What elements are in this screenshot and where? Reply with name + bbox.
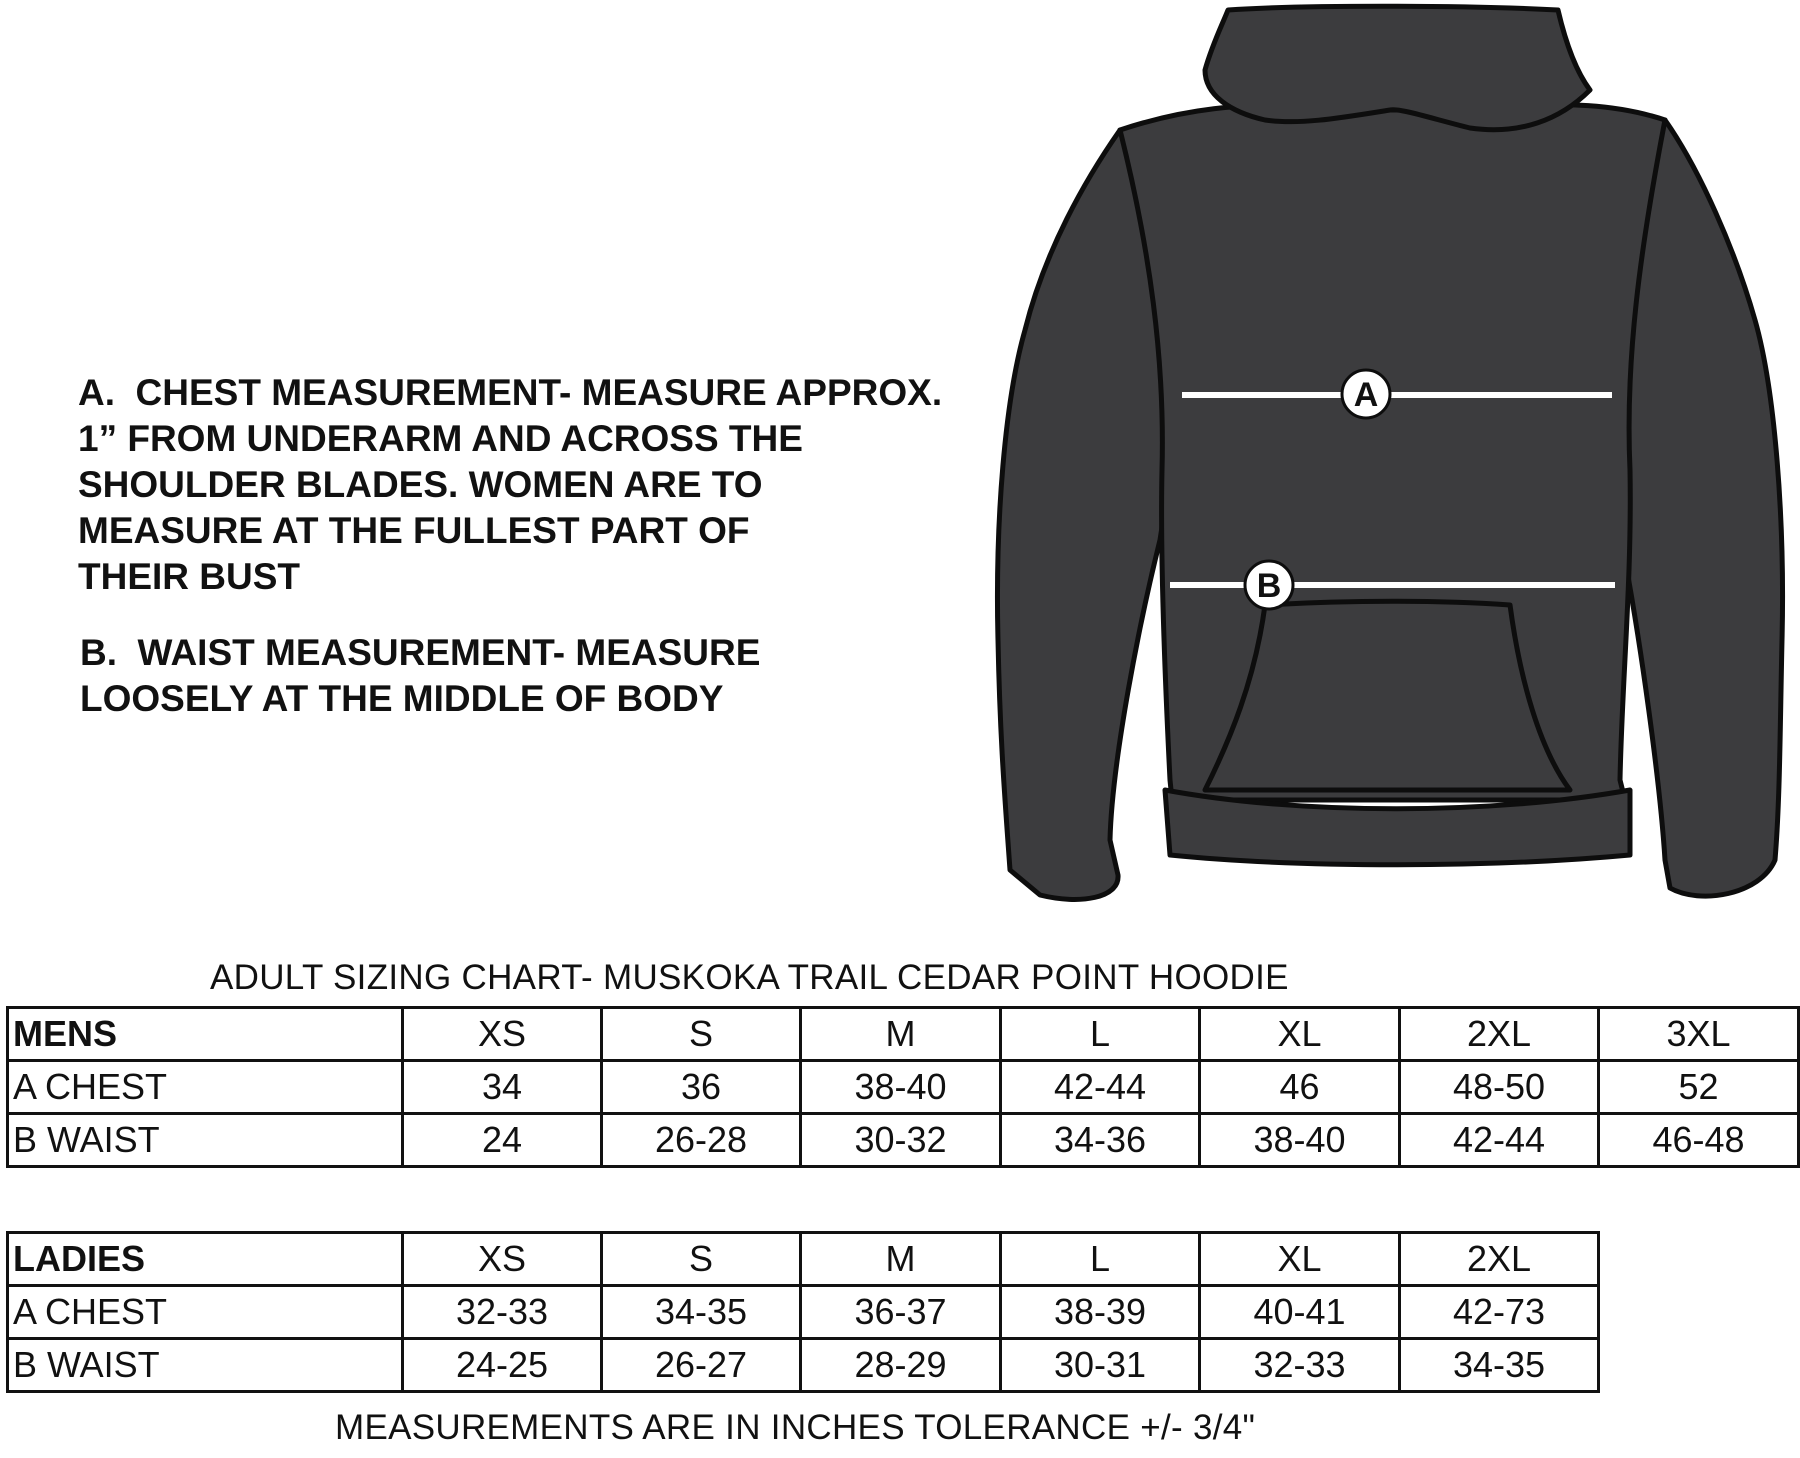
table-cell: 34-36 [1001,1114,1200,1167]
table-row [8,1339,1599,1392]
table-cell: 52 [1599,1061,1799,1114]
row-label: B WAIST [8,1114,403,1167]
waist-instructions [80,630,1000,722]
instruction-line: SHOULDER BLADES. WOMEN ARE TO [78,464,763,505]
table-cell: 36-37 [801,1286,1001,1339]
instruction-line: 1” FROM UNDERARM AND ACROSS THE [78,418,803,459]
table-cell: 34 [403,1061,602,1114]
table-cell: 38-39 [1001,1286,1200,1339]
table-cell: 40-41 [1200,1286,1400,1339]
table-cell: 48-50 [1400,1061,1599,1114]
size-header: XL [1200,1233,1400,1286]
size-header: XS [403,1008,602,1061]
size-header: XL [1200,1008,1400,1061]
marker-b-label: B [1256,567,1282,605]
instruction-line: LOOSELY AT THE MIDDLE OF BODY [80,678,724,719]
table-cell: 46 [1200,1061,1400,1114]
table-cell: 46-48 [1599,1114,1799,1167]
hood [1205,6,1590,129]
size-header: S [602,1008,801,1061]
size-header: L [1001,1008,1200,1061]
table-cell: 26-28 [602,1114,801,1167]
table-cell: 24-25 [403,1339,602,1392]
table-cell: 36 [602,1061,801,1114]
marker-a-label: A [1353,376,1379,414]
table-cell: 28-29 [801,1339,1001,1392]
table-header-row [8,1233,1599,1286]
table-cell: 30-32 [801,1114,1001,1167]
table-group-label: LADIES [8,1233,403,1286]
size-header: 3XL [1599,1008,1799,1061]
table-row [8,1061,1799,1114]
table-cell: 32-33 [403,1286,602,1339]
ladies-size-table [6,1231,1600,1393]
row-label: A CHEST [8,1061,403,1114]
chart-title: ADULT SIZING CHART- MUSKOKA TRAIL CEDAR POINT HOODIE [210,958,1289,997]
table-cell: 42-73 [1400,1286,1599,1339]
size-header: M [801,1233,1001,1286]
table-cell: 42-44 [1001,1061,1200,1114]
chest-instructions [78,370,998,600]
table-cell: 38-40 [801,1061,1001,1114]
size-header: 2XL [1400,1233,1599,1286]
size-header: S [602,1233,801,1286]
table-cell: 38-40 [1200,1114,1400,1167]
table-row [8,1286,1599,1339]
table-cell: 34-35 [602,1286,801,1339]
instruction-line: THEIR BUST [78,556,300,597]
table-header-row [8,1008,1799,1061]
row-label: B WAIST [8,1339,403,1392]
size-header: M [801,1008,1001,1061]
table-cell: 34-35 [1400,1339,1599,1392]
table-row [8,1114,1799,1167]
table-cell: 24 [403,1114,602,1167]
instruction-line: A. CHEST MEASUREMENT- MEASURE APPROX. [78,372,943,413]
pocket [1205,601,1570,790]
size-header: 2XL [1400,1008,1599,1061]
measurement-footnote: MEASUREMENTS ARE IN INCHES TOLERANCE +/- 3/4" [335,1408,1256,1447]
hoodie-diagram [980,0,1800,920]
instruction-line: B. WAIST MEASUREMENT- MEASURE [80,632,761,673]
table-cell: 32-33 [1200,1339,1400,1392]
mens-size-table [6,1006,1800,1168]
table-group-label: MENS [8,1008,403,1061]
table-cell: 30-31 [1001,1339,1200,1392]
size-header: L [1001,1233,1200,1286]
table-cell: 26-27 [602,1339,801,1392]
table-cell: 42-44 [1400,1114,1599,1167]
size-header: XS [403,1233,602,1286]
row-label: A CHEST [8,1286,403,1339]
instruction-line: MEASURE AT THE FULLEST PART OF [78,510,750,551]
